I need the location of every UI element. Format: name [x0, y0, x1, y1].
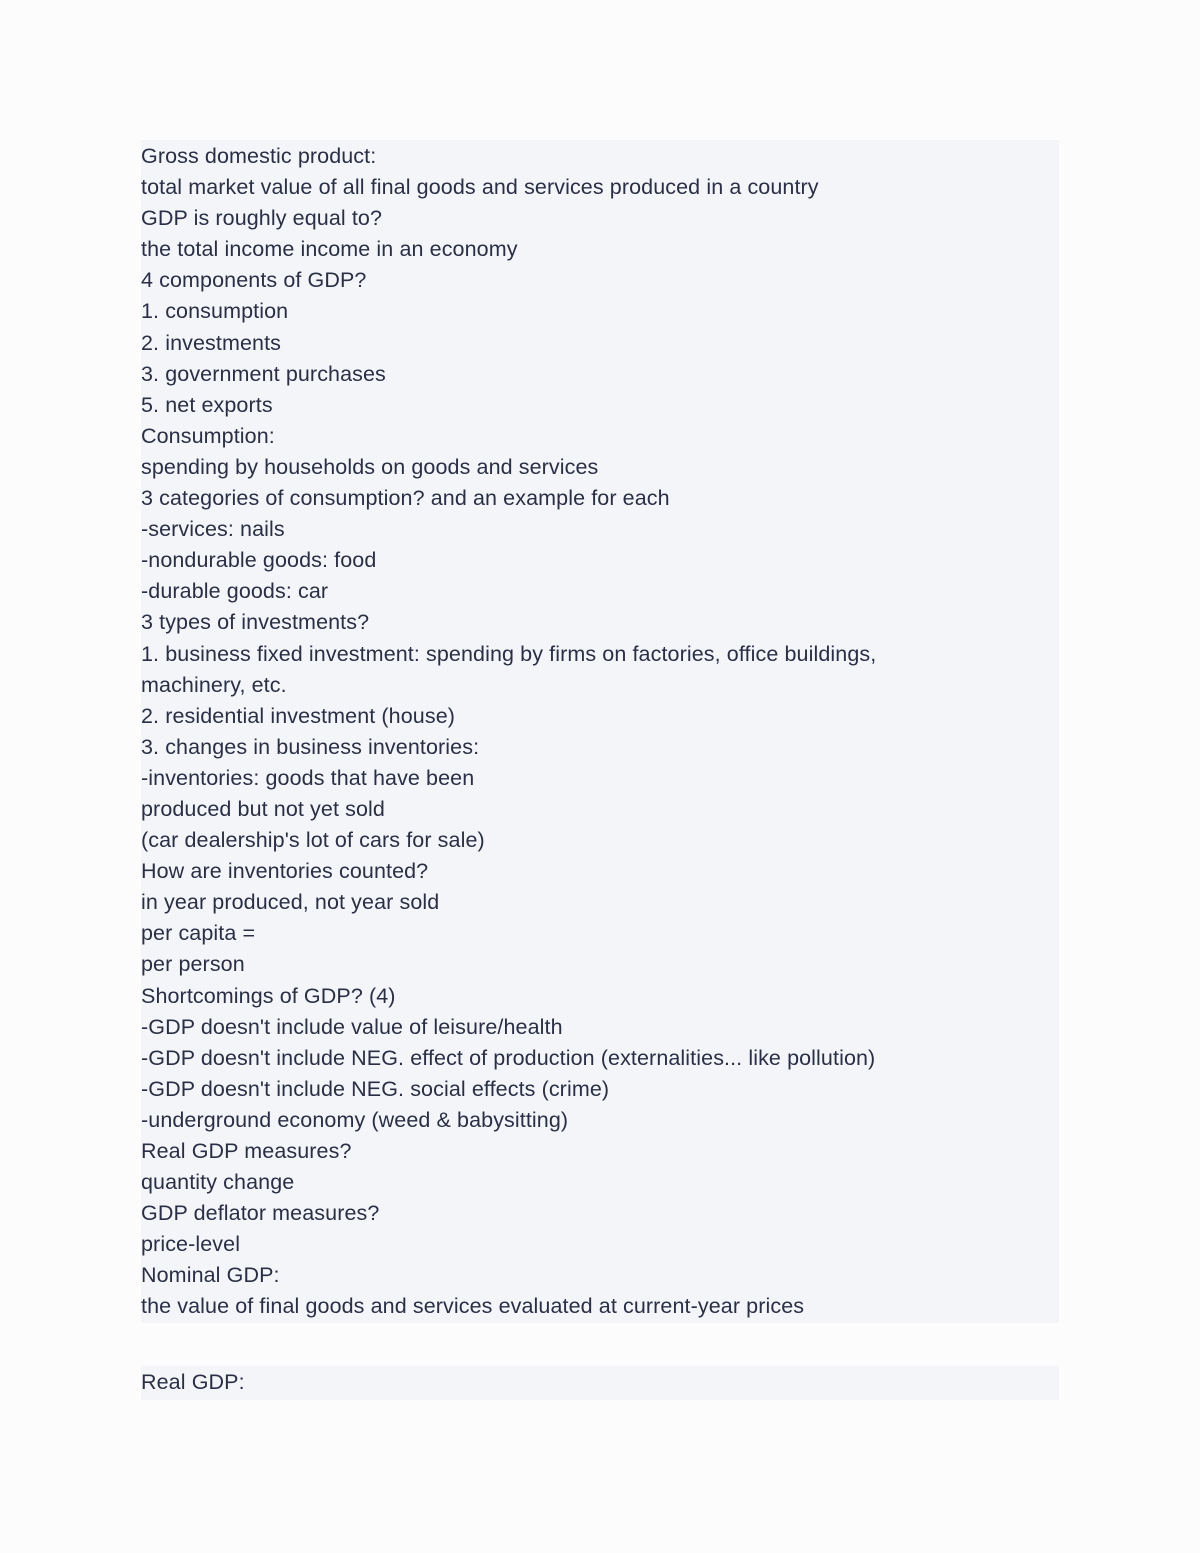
text-line: GDP deflator measures?: [141, 1201, 380, 1226]
text-line: Gross domestic product:: [141, 144, 377, 168]
text-line: total market value of all final goods and services produced in a country: [141, 175, 819, 200]
notes-block: [141, 140, 1059, 1323]
text-line: Consumption:: [141, 423, 275, 448]
text-line: -GDP doesn't include NEG. social effects (crime): [141, 1076, 610, 1101]
text-line: per person: [141, 952, 245, 977]
text-line: machinery, etc.: [141, 672, 287, 697]
text-line: 3 categories of consumption? and an example for each: [141, 486, 670, 511]
text-line: 3. government purchases: [141, 361, 386, 386]
text-line: 2. residential investment (house): [141, 703, 456, 728]
text-line: quantity change: [141, 1170, 295, 1195]
text-line: 4 components of GDP?: [141, 268, 367, 293]
text-line: How are inventories counted?: [141, 859, 429, 884]
text-line: produced but not yet sold: [141, 796, 385, 821]
text-line: (car dealership's lot of cars for sale): [141, 828, 485, 853]
text-line: 5. net exports: [141, 392, 273, 417]
text-line: -durable goods: car: [141, 579, 329, 604]
text-line: -services: nails: [141, 517, 285, 542]
text-line: the total income income in an economy: [141, 237, 518, 262]
text-line: -GDP doesn't include value of leisure/health: [141, 1014, 563, 1039]
text-line: spending by households on goods and services: [141, 454, 599, 479]
text-line: Real GDP:: [141, 1370, 245, 1394]
text-line: 3 types of investments?: [141, 610, 370, 635]
text-line: -inventories: goods that have been: [141, 765, 475, 790]
text-line: in year produced, not year sold: [141, 890, 440, 915]
text-line: per capita =: [141, 921, 256, 946]
text-line: 1. business fixed investment: spending by firms on factories, office buildings,: [141, 641, 877, 666]
text-line: Nominal GDP:: [141, 1263, 280, 1288]
text-line: price-level: [141, 1232, 241, 1257]
notes-block-continued: [141, 1366, 1059, 1400]
text-line: -nondurable goods: food: [141, 548, 377, 573]
text-line: Real GDP measures?: [141, 1139, 352, 1163]
text-line: Shortcomings of GDP? (4): [141, 983, 396, 1008]
text-line: 1. consumption: [141, 299, 289, 324]
text-line: -underground economy (weed & babysitting): [141, 1107, 569, 1132]
text-line: GDP is roughly equal to?: [141, 206, 383, 231]
text-line: the value of final goods and services evaluated at current-year prices: [141, 1294, 805, 1319]
text-line: 3. changes in business inventories:: [141, 734, 480, 759]
text-line: 2. investments: [141, 330, 282, 355]
text-line: -GDP doesn't include NEG. effect of production (externalities... like pollution): [141, 1045, 876, 1070]
